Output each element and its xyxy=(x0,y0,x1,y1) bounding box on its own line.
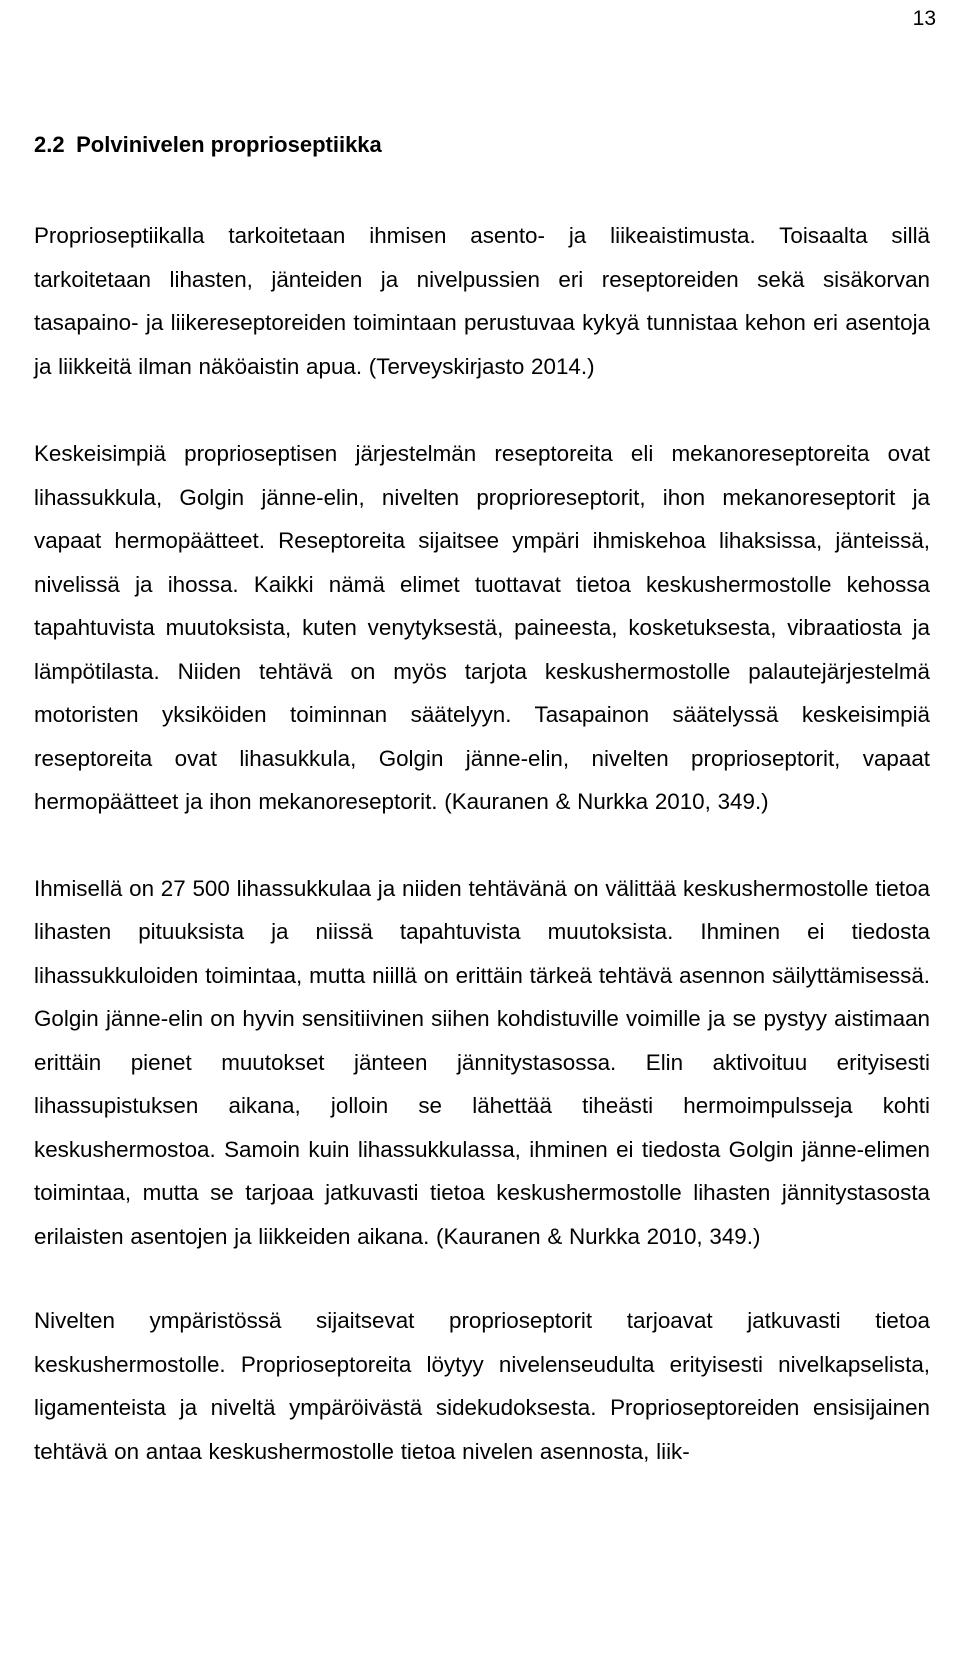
paragraph: Keskeisimpiä proprioseptisen järjestelmän reseptoreita eli mekanoreseptoreita ovat lihassukkula, Golgin jänne-elin, nivelten proprioreseptorit, ihon mekanoreseptorit ja vapaat hermopäätteet. Reseptoreita sijaitsee ympäri ihmiskehoa lihaksissa, jänteissä, nivelissä ja ihossa. Kaikki nämä elimet tuottavat tietoa keskushermostolle kehossa tapahtuvista muutoksista, kuten venytyksestä, paineesta, kosketuksesta, vibraatiosta ja lämpötilasta. Niiden tehtävä on myös tarjota keskushermostolle palautejärjestelmä motoristen yksiköiden toiminnan säätelyyn. Tasapainon säätelyssä keskeisimpiä reseptoreita ovat lihasukkula, Golgin jänne-elin, nivelten proprioseptorit, vapaat hermopäätteet ja ihon mekanoreseptorit. (Kauranen & Nurkka 2010, 349.) xyxy=(34,441,930,814)
body-text xyxy=(34,214,930,1473)
section-number: 2.2 xyxy=(34,132,65,157)
page-number: 13 xyxy=(912,7,936,30)
paragraph: Nivelten ympäristössä sijaitsevat proprioseptorit tarjoavat jatkuvasti tietoa keskushermostolle. Proprioseptoreita löytyy nivelenseudulta erityisesti nivelkapselista, ligamenteista ja niveltä ympäröivästä sidekudoksesta. Proprioseptoreiden ensisijainen tehtävä on antaa keskushermostolle tietoa nivelen asennosta, liik- xyxy=(34,1308,930,1464)
section-heading xyxy=(34,130,382,160)
section-title: Polvinivelen proprioseptiikka xyxy=(76,132,382,157)
paragraph: Ihmisellä on 27 500 lihassukkulaa ja niiden tehtävänä on välittää keskushermostolle tietoa lihasten pituuksista ja niissä tapahtuvista muutoksista. Ihminen ei tiedosta lihassukkuloiden toimintaa, mutta niillä on erittäin tärkeä tehtävä asennon säilyttämisessä. Golgin jänne-elin on hyvin sensitiivinen siihen kohdistuville voimille ja se pystyy aistimaan erittäin pienet muutokset jänteen jännitystasossa. Elin aktivoituu erityisesti lihassupistuksen aikana, jolloin se lähettää tiheästi hermoimpulsseja kohti keskushermostoa. Samoin kuin lihassukkulassa, ihminen ei tiedosta Golgin jänne-elimen toimintaa, mutta se tarjoaa jatkuvasti tietoa keskushermostolle lihasten jännitystasosta erilaisten asentojen ja liikkeiden aikana. (Kauranen & Nurkka 2010, 349.) xyxy=(34,875,930,1249)
paragraph: Proprioseptiikalla tarkoitetaan ihmisen asento- ja liikeaistimusta. Toisaalta sillä tarkoitetaan lihasten, jänteiden ja nivelpussien eri reseptoreiden sekä sisäkorvan tasapaino- ja liikereseptoreiden toimintaan perustuvaa kykyä tunnistaa kehon eri asentoja ja liikkeitä ilman näköaistin apua. (Terveyskirjasto 2014.) xyxy=(34,223,930,379)
